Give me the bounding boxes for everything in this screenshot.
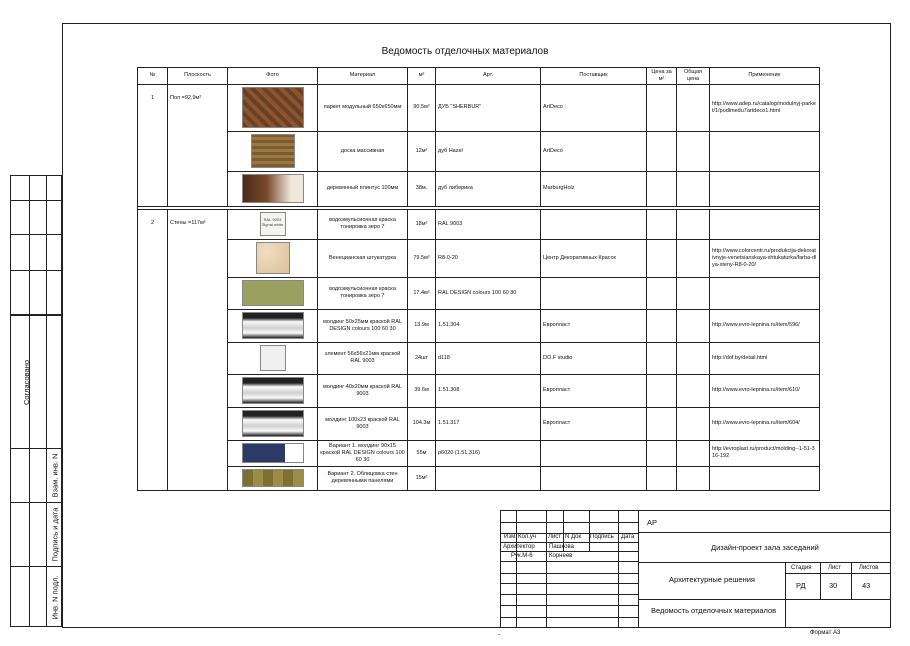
qty-cell: 18м² — [408, 209, 436, 239]
price-cell — [647, 440, 677, 466]
total-cell — [677, 84, 710, 131]
supplier-cell — [541, 277, 647, 309]
document-title: Ведомость отделочных материалов — [381, 46, 549, 57]
tb-code: АР — [647, 518, 658, 527]
material-photo — [242, 443, 304, 463]
qty-cell: 90.5м² — [408, 84, 436, 131]
material-photo — [242, 469, 304, 487]
total-cell — [677, 407, 710, 440]
table-row — [138, 209, 820, 239]
total-cell — [677, 171, 710, 206]
total-cell — [677, 440, 710, 466]
tb-name-head: Корнеев — [549, 553, 573, 559]
art-cell: р6020 (1.51.316) — [436, 440, 541, 466]
art-cell: 1.51.317 — [436, 407, 541, 440]
photo-cell — [228, 209, 318, 239]
table-header-row — [138, 68, 820, 85]
qty-cell: 13.9м — [408, 309, 436, 342]
material-cell: водоэмульсионная краска тонировка зеро 7 — [318, 277, 408, 309]
material-cell: молдинг 50х25мм краской RAL DESIGN colours 100 60 30 — [318, 309, 408, 342]
photo-cell — [228, 342, 318, 374]
price-cell — [647, 171, 677, 206]
total-cell — [677, 277, 710, 309]
qty-cell: 15м² — [408, 466, 436, 490]
usage-link[interactable]: http://www.colorcentr.ru/produkcija-dekorativnyje-venetsianskaya-shtukaturka/farba-dlya-steny-R8-0-20/ — [710, 239, 820, 277]
material-photo — [260, 345, 286, 371]
art-cell: дуб либерика — [436, 171, 541, 206]
table-row — [138, 407, 820, 440]
materials-table — [137, 67, 820, 491]
footer-dot: - — [498, 632, 500, 638]
material-photo — [242, 280, 304, 306]
row-number: 1 — [138, 84, 168, 206]
material-photo — [256, 242, 290, 274]
price-cell — [647, 277, 677, 309]
side-label-inv-orig: Инв. N подл. — [50, 574, 60, 620]
tb-sheet: 30 — [829, 581, 838, 590]
usage-link[interactable]: http://www.evro-lepnina.ru/item/596/ — [710, 309, 820, 342]
material-photo — [242, 312, 304, 339]
tb-stage-label: Стадия — [791, 565, 812, 571]
tb-sheet-label: Лист — [828, 565, 842, 571]
col-header-supplier: Поставщик — [541, 68, 647, 85]
material-photo — [242, 174, 304, 203]
table-row — [138, 440, 820, 466]
side-label-sign-date: Подпись и дата — [50, 507, 60, 561]
art-cell: R8-0-20 — [436, 239, 541, 277]
tb-name-architect: Пашкова — [549, 544, 574, 550]
side-label-replace-inv: Взам. инв. N — [50, 453, 60, 497]
side-stamp-bottom — [10, 315, 62, 627]
qty-cell: 104.3м — [408, 407, 436, 440]
table-row — [138, 171, 820, 206]
material-cell: молдинг 100х23 краской RAL 9003 — [318, 407, 408, 440]
supplier-cell: DO.F studio — [541, 342, 647, 374]
price-cell — [647, 239, 677, 277]
format-label: Формат А3 — [810, 630, 841, 636]
qty-cell: 24шт — [408, 342, 436, 374]
price-cell — [647, 84, 677, 131]
material-cell: Вариант 2. Облицовка стен деревянными панелями — [318, 466, 408, 490]
material-cell: паркет модульный 650х650мм — [318, 84, 408, 131]
supplier-cell: Европласт — [541, 309, 647, 342]
tb-col-ndoc: N Док — [565, 534, 582, 540]
art-cell — [436, 466, 541, 490]
usage-link[interactable] — [710, 209, 820, 239]
qty-cell: 17.4м² — [408, 277, 436, 309]
material-photo — [242, 87, 304, 128]
supplier-cell: ArtDeco — [541, 131, 647, 171]
row-plane: Пол =92,9м² — [168, 84, 228, 206]
art-cell: 1.51.308 — [436, 374, 541, 407]
supplier-cell: Европласт — [541, 374, 647, 407]
photo-cell — [228, 466, 318, 490]
tb-section: Архитектурные решения — [669, 575, 755, 584]
material-cell: Венецианская штукатурка — [318, 239, 408, 277]
total-cell — [677, 374, 710, 407]
col-header-qty: м² — [408, 68, 436, 85]
total-cell — [677, 342, 710, 374]
price-cell — [647, 309, 677, 342]
material-photo — [242, 410, 304, 437]
supplier-cell: Центр Декоративных Красок — [541, 239, 647, 277]
tb-col-date: Дата — [621, 534, 635, 540]
photo-cell — [228, 131, 318, 171]
total-cell — [677, 466, 710, 490]
row-plane: Стены =117м² — [168, 209, 228, 490]
art-cell: ДУБ "SHERBUR" — [436, 84, 541, 131]
supplier-cell: ArtDeco — [541, 84, 647, 131]
side-label-agreed: Согласовано — [22, 359, 32, 405]
table-row — [138, 342, 820, 374]
total-cell — [677, 309, 710, 342]
usage-link[interactable] — [710, 466, 820, 490]
col-header-total: Общая цена — [677, 68, 710, 85]
usage-link[interactable]: http://www.evro-lepnina.ru/item/604/ — [710, 407, 820, 440]
usage-link[interactable] — [710, 131, 820, 171]
usage-link[interactable]: http://evroplast.ru/product/molding--1-51-316-192 — [710, 440, 820, 466]
art-cell: RAL 9003 — [436, 209, 541, 239]
usage-link[interactable]: http://www.adep.ru/catalog/modulnyj-parket/1/podlmedu7artdeco1.html — [710, 84, 820, 131]
qty-cell: 38м. — [408, 171, 436, 206]
art-cell: RAL DESIGN colours 100 60 30 — [436, 277, 541, 309]
price-cell — [647, 342, 677, 374]
photo-cell — [228, 239, 318, 277]
price-cell — [647, 407, 677, 440]
total-cell — [677, 209, 710, 239]
material-cell: молдинг 40х20мм краской RAL 9003 — [318, 374, 408, 407]
usage-link[interactable]: http://dof.by/detail.html — [710, 342, 820, 374]
table-row — [138, 84, 820, 131]
art-cell: d118 — [436, 342, 541, 374]
supplier-cell: Европласт — [541, 407, 647, 440]
tb-stage: РД — [796, 581, 806, 590]
tb-col-izm: Изм. — [504, 534, 517, 540]
title-block — [500, 510, 891, 628]
table-row — [138, 374, 820, 407]
col-header-plane: Плоскость — [168, 68, 228, 85]
tb-sheet-title: Ведомость отделочных материалов — [651, 606, 777, 615]
tb-col-koluch: Кол.уч — [518, 534, 536, 540]
table-row — [138, 309, 820, 342]
photo-cell — [228, 277, 318, 309]
col-header-num: № — [138, 68, 168, 85]
material-cell: доска массивная — [318, 131, 408, 171]
table-row — [138, 466, 820, 490]
photo-cell — [228, 84, 318, 131]
total-cell — [677, 239, 710, 277]
tb-sheets-label: Листов — [859, 565, 879, 571]
photo-cell — [228, 407, 318, 440]
side-stamp-top — [10, 175, 62, 315]
supplier-cell — [541, 209, 647, 239]
material-photo — [242, 377, 304, 404]
col-header-usage: Применение — [710, 68, 820, 85]
material-cell: деревянный плинтус 100мм — [318, 171, 408, 206]
total-cell — [677, 131, 710, 171]
table-row — [138, 277, 820, 309]
material-photo: RAL 9003 Signal white — [260, 212, 286, 236]
tb-sheets: 43 — [862, 581, 871, 590]
tb-col-sign: Подпись — [590, 534, 614, 540]
tb-role-architect: Архитектор — [503, 544, 535, 550]
price-cell — [647, 374, 677, 407]
usage-link[interactable] — [710, 171, 820, 206]
supplier-cell — [541, 440, 647, 466]
supplier-cell: MarburgHolz — [541, 171, 647, 206]
table-row — [138, 239, 820, 277]
qty-cell: 12м² — [408, 131, 436, 171]
photo-cell — [228, 171, 318, 206]
art-cell: 1.51.304 — [436, 309, 541, 342]
price-cell — [647, 209, 677, 239]
row-number: 2 — [138, 209, 168, 490]
col-header-art: Арт. — [436, 68, 541, 85]
material-cell: Вариант 1. молдинг 90х15 краской RAL DESIGN colours 100 60 30 — [318, 440, 408, 466]
material-photo — [251, 134, 295, 168]
col-header-material: Материал — [318, 68, 408, 85]
photo-cell — [228, 440, 318, 466]
tb-col-list: Лист — [548, 534, 562, 540]
usage-link[interactable]: http://www.evro-lepnina.ru/item/610/ — [710, 374, 820, 407]
table-row — [138, 131, 820, 171]
qty-cell: 55м — [408, 440, 436, 466]
photo-cell — [228, 309, 318, 342]
col-header-price: Цена за м² — [647, 68, 677, 85]
art-cell: дуб Hazel — [436, 131, 541, 171]
tb-role-head: Рук.М-6 — [511, 553, 533, 559]
tb-project: Дизайн-проект зала заседаний — [711, 543, 819, 552]
qty-cell: 79.5м² — [408, 239, 436, 277]
material-cell: водоэмульсионная краска тонировка зеро 7 — [318, 209, 408, 239]
price-cell — [647, 466, 677, 490]
supplier-cell — [541, 466, 647, 490]
price-cell — [647, 131, 677, 171]
col-header-photo: Фото — [228, 68, 318, 85]
material-cell: элемент 56х56х21мм краской RAL 9003 — [318, 342, 408, 374]
usage-link[interactable] — [710, 277, 820, 309]
photo-cell — [228, 374, 318, 407]
qty-cell: 39.6м — [408, 374, 436, 407]
